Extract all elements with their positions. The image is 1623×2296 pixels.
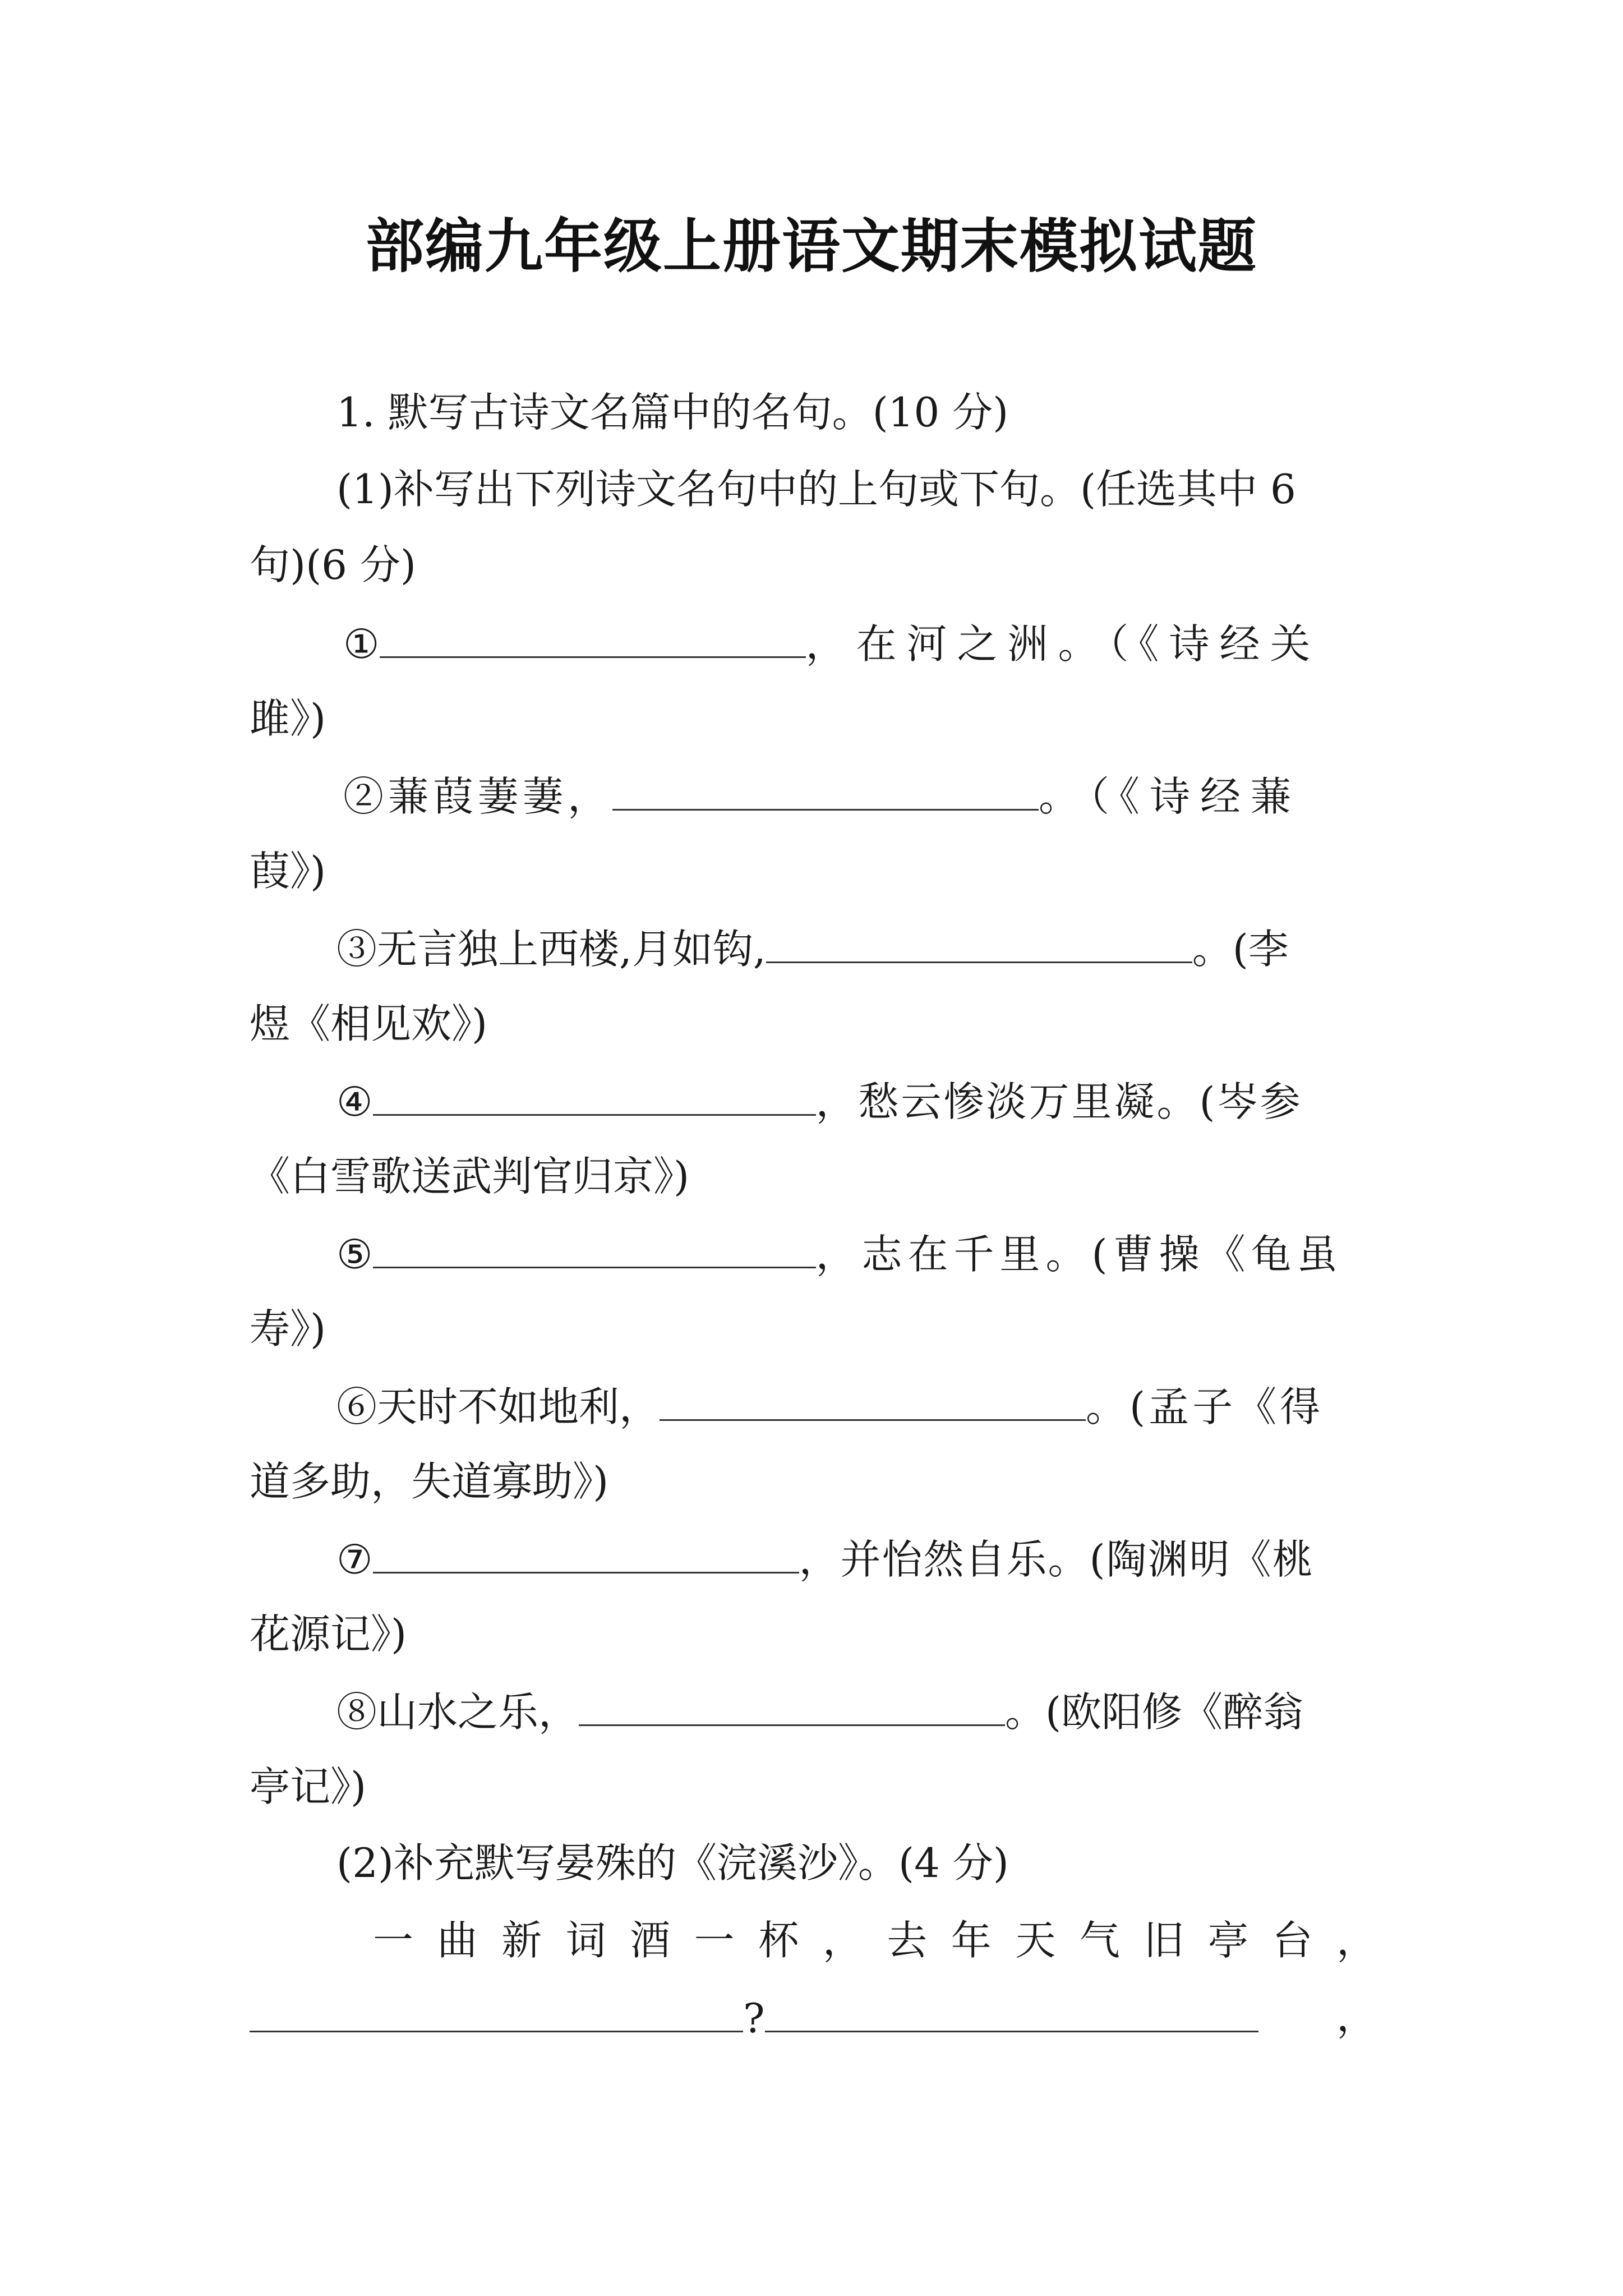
item-1-after: ，在河之洲。（《诗经关: [805, 620, 1321, 668]
question-1-heading: 1. 默写古诗文名篇中的名句。(10 分): [336, 389, 1009, 436]
item-1-blank[interactable]: [380, 617, 806, 658]
poem-char: 亭: [1207, 1917, 1248, 1964]
poem-char: ，: [1336, 1917, 1377, 1964]
item-2: [343, 770, 1301, 822]
item-7-after: ，并怡然自乐。(陶渊明《桃: [799, 1536, 1314, 1583]
item-8-before: ⑧山水之乐，: [336, 1688, 579, 1736]
item-5-blank[interactable]: [373, 1227, 816, 1268]
item-8-blank[interactable]: [579, 1685, 1005, 1726]
item-7: [336, 1533, 1314, 1585]
item-4-number: ④: [336, 1078, 373, 1125]
poem-char: 新: [501, 1917, 542, 1964]
item-2-cont: 葭》): [250, 848, 326, 895]
item-2-after: 。（《诗经蒹: [1039, 773, 1302, 820]
part-1-intro-cont: 句)(6 分): [250, 541, 416, 588]
poem-blank-1[interactable]: [250, 1991, 743, 2032]
item-2-before: ②蒹葭萋萋，: [343, 773, 613, 820]
part-2-intro: (2)补充默写晏殊的《浣溪沙》。(4 分): [336, 1839, 1009, 1887]
item-2-blank[interactable]: [612, 770, 1039, 811]
poem-char: ，: [822, 1917, 863, 1964]
item-5-number: ⑤: [336, 1231, 373, 1278]
poem-char: 一: [373, 1917, 414, 1964]
poem-char: 旧: [1144, 1917, 1184, 1964]
item-6-blank[interactable]: [660, 1380, 1086, 1421]
poem-comma: ，: [1336, 1993, 1377, 2040]
poem-char: 一: [694, 1917, 735, 1964]
item-7-blank[interactable]: [373, 1533, 799, 1573]
item-7-number: ⑦: [336, 1536, 373, 1583]
item-5-after: ，志在千里。(曹操《龟虽: [815, 1231, 1343, 1278]
item-3-blank[interactable]: [766, 922, 1192, 963]
item-3: [336, 922, 1289, 974]
item-1: [343, 617, 1321, 669]
item-3-before: ③无言独上西楼,月如钩,: [336, 926, 766, 973]
item-1-number: ①: [343, 620, 380, 668]
item-6: [336, 1380, 1324, 1432]
page-title: 部编九年级上册语文期末模拟试题: [365, 212, 1257, 280]
item-4-after: ，愁云惨淡万里凝。(岑参: [815, 1078, 1303, 1125]
item-6-before: ⑥天时不如地利，: [336, 1383, 660, 1430]
poem-char: 曲: [437, 1917, 478, 1964]
poem-char: 台: [1272, 1917, 1313, 1964]
item-3-after: 。(李: [1192, 926, 1289, 973]
item-8-cont: 亭记》): [250, 1763, 367, 1810]
item-5-cont: 寿》): [250, 1305, 326, 1352]
poem-char: 酒: [630, 1917, 671, 1964]
item-6-after: 。(孟子《得: [1086, 1383, 1324, 1430]
item-6-cont: 道多助，失道寡助》): [250, 1458, 609, 1505]
poem-line-2: [250, 1991, 1377, 2044]
poem-char: 去: [887, 1917, 928, 1964]
poem-line-1: [373, 1915, 1377, 1966]
item-3-cont: 煜《相见欢》): [250, 1000, 488, 1047]
item-8: [336, 1685, 1303, 1737]
item-4-blank[interactable]: [373, 1075, 816, 1116]
part-1-intro: (1)补写出下列诗文名句中的上句或下句。(任选其中 6: [336, 466, 1296, 513]
poem-char: 天: [1015, 1917, 1056, 1964]
item-8-after: 。(欧阳修《醉翁: [1005, 1688, 1304, 1736]
item-7-cont: 花源记》): [250, 1611, 407, 1658]
item-4: [336, 1075, 1303, 1127]
poem-char: 年: [951, 1917, 992, 1964]
poem-char: 词: [565, 1917, 606, 1964]
item-5: [336, 1227, 1343, 1280]
item-1-cont: 雎》): [250, 695, 326, 742]
poem-char: 气: [1079, 1917, 1120, 1964]
poem-char: 杯: [758, 1917, 799, 1964]
item-4-cont: 《白雪歌送武判官归京》): [250, 1153, 690, 1200]
poem-blank-2[interactable]: [765, 1991, 1258, 2032]
poem-question-mark: ?: [743, 1995, 765, 2042]
